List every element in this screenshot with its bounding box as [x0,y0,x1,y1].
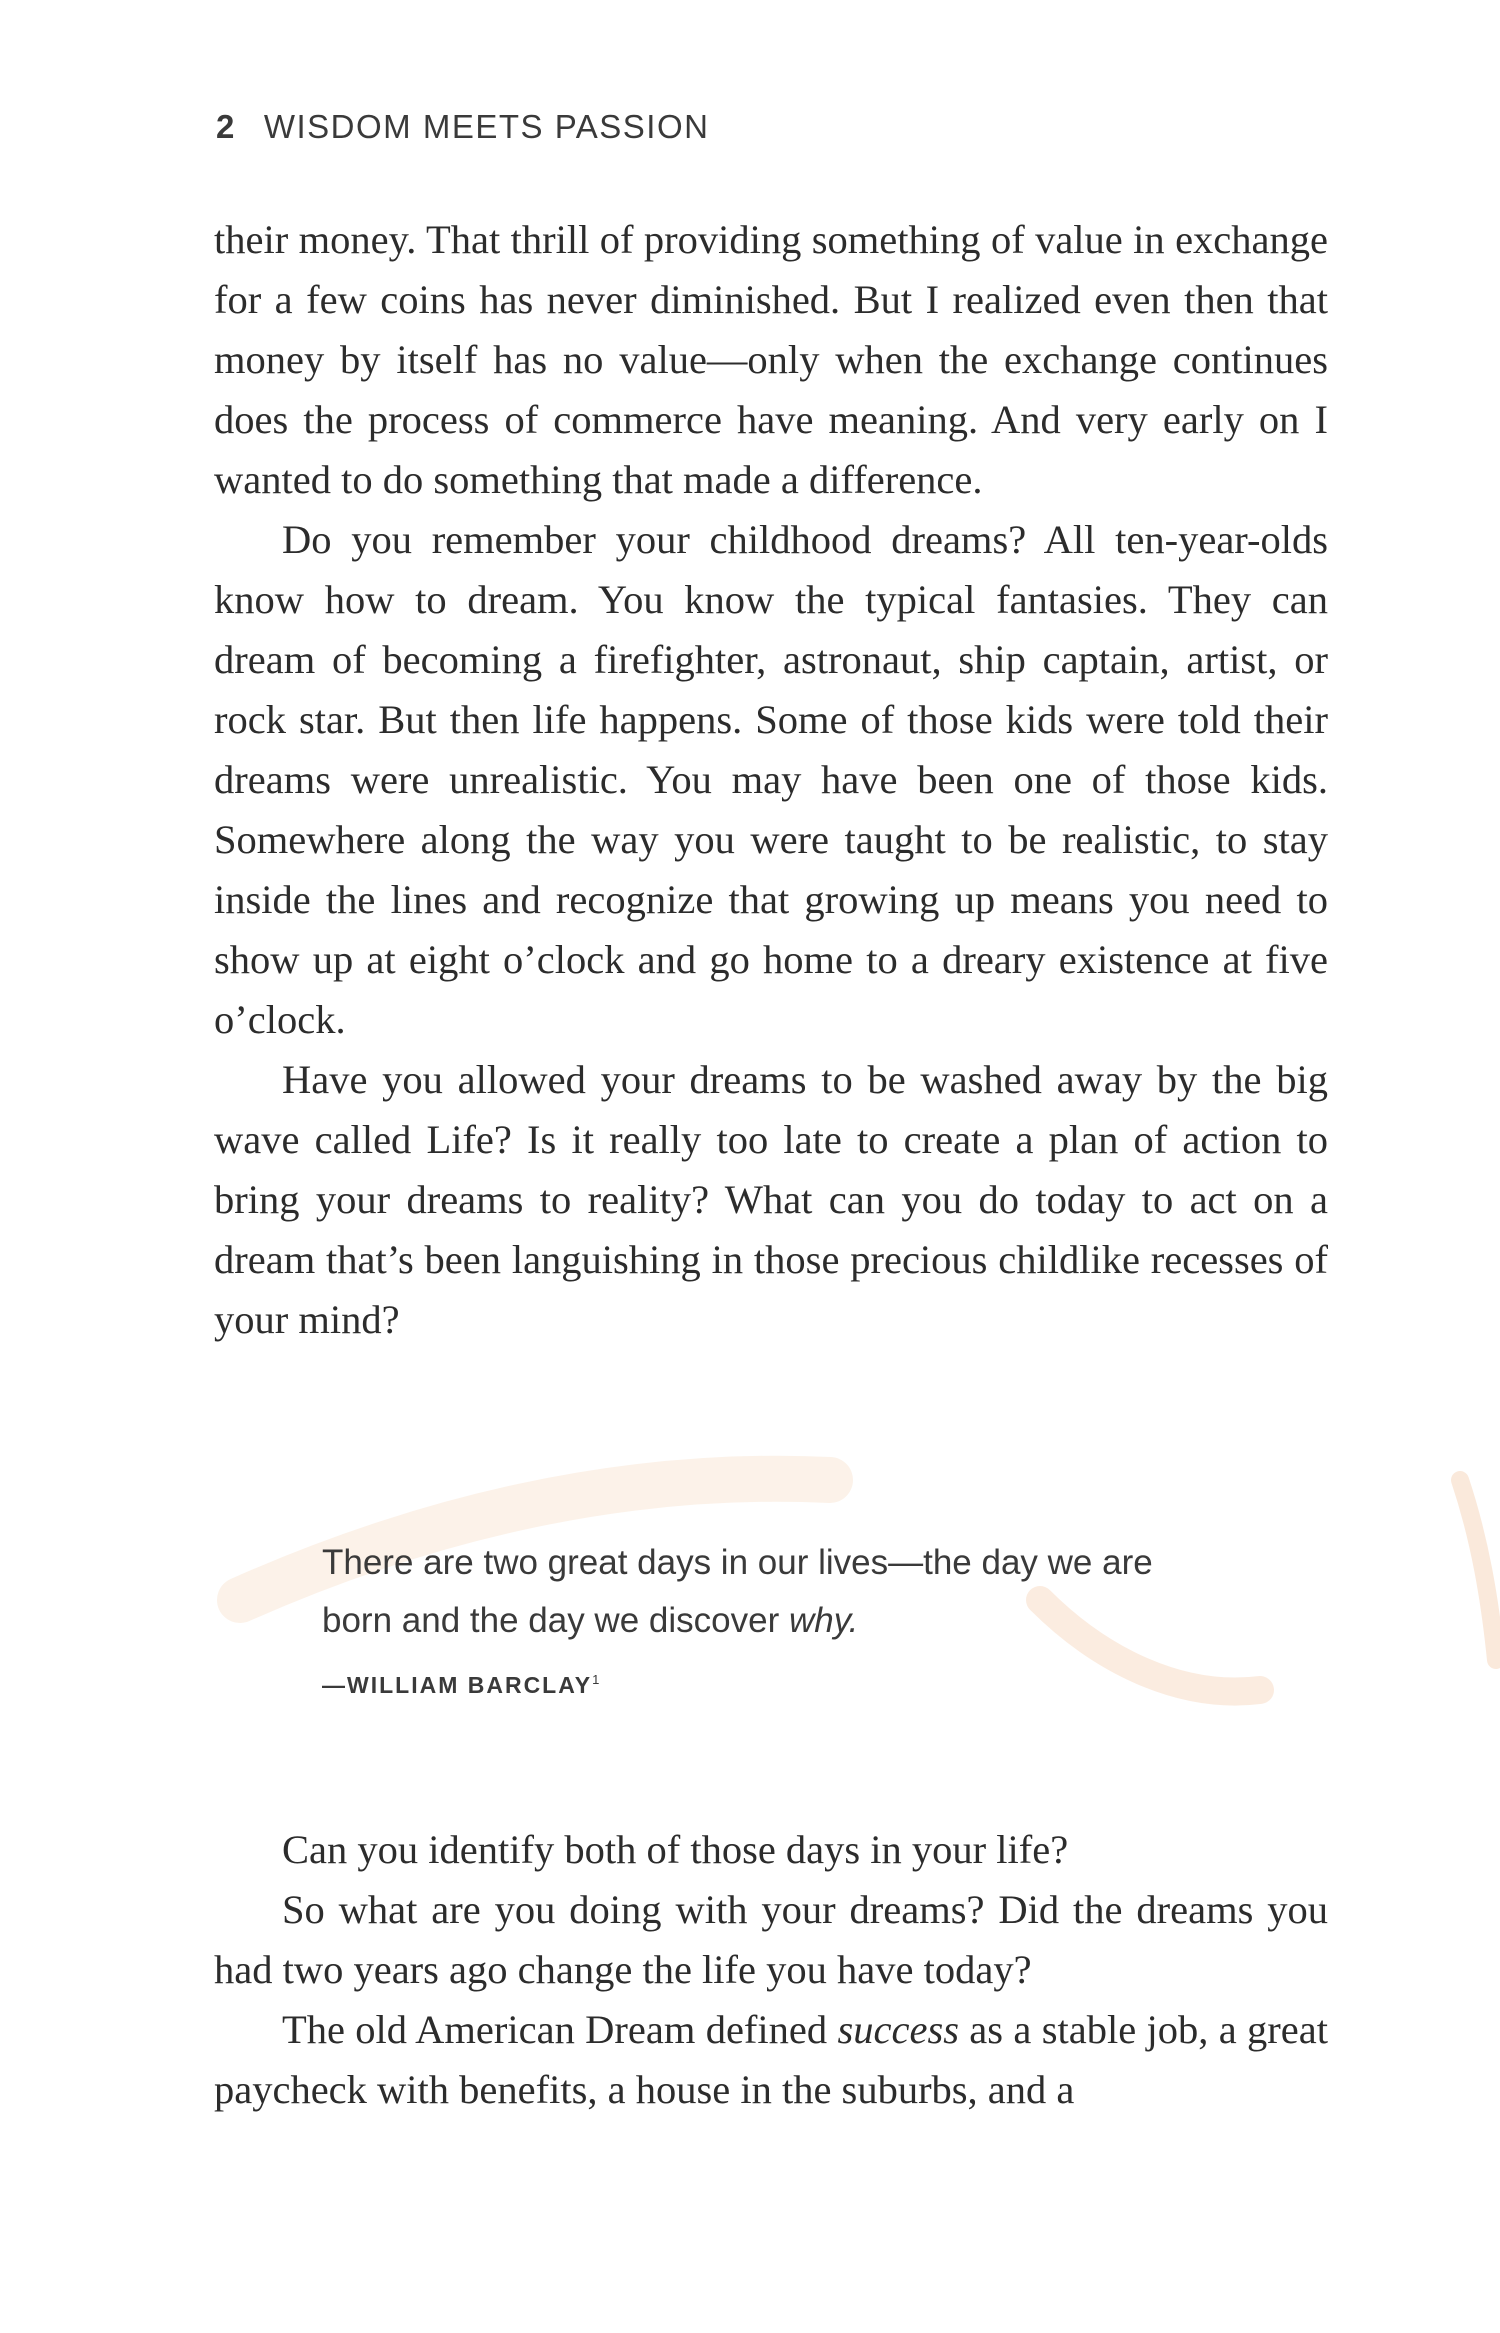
paragraph-what-doing: So what are you doing with your dreams? Did the dreams you had two years ago change the life you have today? [214,1887,1328,1992]
paragraph-big-wave: Have you allowed your dreams to be washed away by the big wave called Life? Is it really too late to create a plan of action to bring your dreams to reality? What can you do today to act on a dream that’s been languishing in those precious childlike recesses of your mind? [214,1057,1328,1342]
american-dream-text-start: The old American Dream defined [282,2007,838,2052]
quote-author: —WILLIAM BARCLAY [322,1672,593,1698]
quote-attribution [322,1672,1222,1699]
page-number: 2 [216,108,236,145]
paragraph-childhood-dreams: Do you remember your childhood dreams? All ten-year-olds know how to dream. You know the typical fantasies. They can dream of becoming a firefighter, astronaut, ship captain, artist, or rock star. But then life happens. Some of those kids were told their dreams were unrealistic. You may have been one of those kids. Somewhere along the way you were taught to be realistic, to stay inside the lines and recognize that growing up means you need to show up at eight o’clock and go home to a dreary existence at five o’clock. [214,517,1328,1042]
quote-text-main: There are two great days in our lives—the day we are born and the day we discover [322,1543,1153,1640]
running-head-title: WISDOM MEETS PASSION [263,108,710,145]
body-text-bottom [214,1820,1328,2120]
quote-text-emphasis: why. [788,1601,859,1640]
running-head [216,108,709,146]
american-dream-text-end: as a stable job, a great paycheck with benefits, a house in the suburbs, and a [214,2007,1328,2112]
quote-text [322,1534,1222,1650]
paragraph-american-dream [214,2000,1328,2120]
american-dream-emphasis: success [837,2007,959,2052]
footnote-mark: 1 [592,1672,602,1687]
pull-quote [322,1534,1222,1699]
paragraph-both-days: Can you identify both of those days in your life? [282,1827,1069,1872]
body-text-top [214,210,1328,1350]
paragraph-continued: their money. That thrill of providing something of value in exchange for a few coins has never diminished. But I realized even then that money by itself has no value—only when the exchange continues does the process of commerce have meaning. And very early on I wanted to do something that made a difference. [214,217,1328,502]
